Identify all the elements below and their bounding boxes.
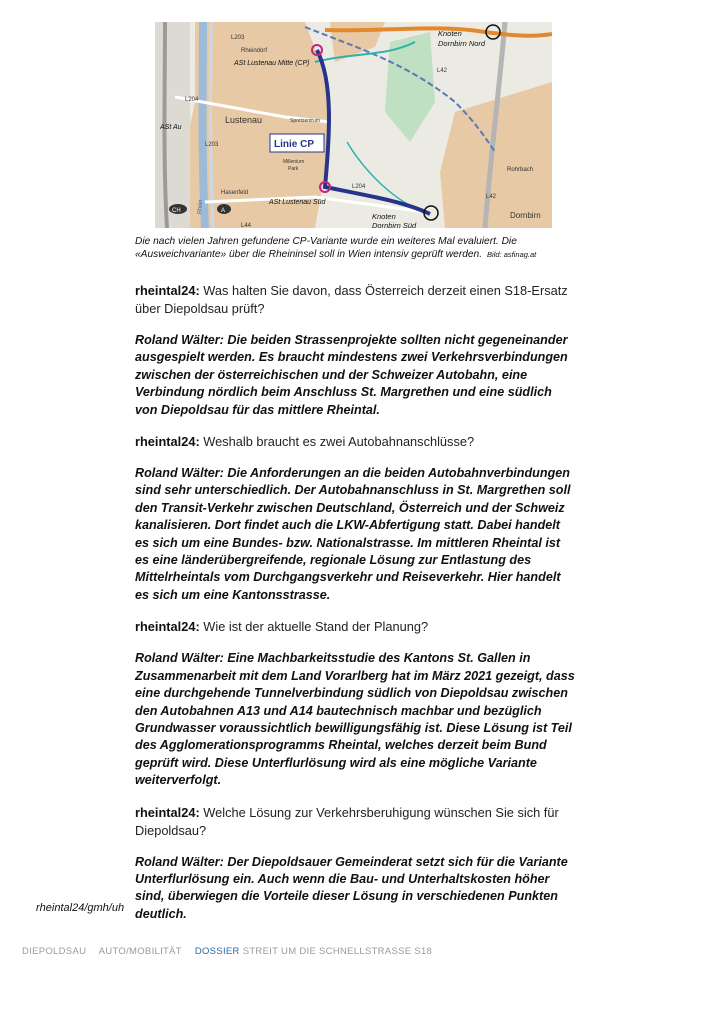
question-2: [135, 433, 575, 451]
map-label-knoten-sued: Knoten: [372, 212, 396, 221]
author-signature: rheintal24/gmh/uh: [36, 902, 125, 914]
map-label-sportzentrum: Sportzentrum: [290, 118, 321, 124]
map-label-l203b: L203: [205, 142, 219, 148]
interviewer-label: rheintal24:: [135, 804, 200, 820]
answer-3: Roland Wälter: Eine Machbarkeitsstudie des Kantons St. Gallen in Zusammenarbeit mit dem Land Vorarlberg hat im März 2021 gezeigt, dass eine durchgehende Tunnelverbindung südlich von Diepoldsau zwischen den Autobahnen A13 und A14 bautechnisch machbar und bezüglich Grundwasser voraussichtlich bewilligungsfähig ist. Diese Lösung ist Teil des Agglomerationsprogramms Rheintal, welches derzeit beim Bund geprüft wird. Diese Unterflurlösung wird als eine mögliche Variante weiterverfolgt.: [135, 651, 575, 788]
map-label-rohrbach: Rohrbach: [507, 167, 534, 173]
map-label-ast-mitte: ASt Lustenau Mitte (CP): [234, 60, 310, 67]
answer-4: Roland Wälter: Der Diepoldsauer Gemeinderat setzt sich für die Variante Unterflurlösung ein. Auch wenn die Bau- und Unterhaltskosten höher sind, überwiegen die Vorteile dieser Lösung in verschiedenen Punkten deutlich.: [135, 854, 568, 921]
tag-bar: [22, 946, 442, 957]
caption-text: Die nach vielen Jahren gefundene CP-Variante wurde ein weiteres Mal evaluiert. Die «Ausweichvariante» über die Rheininsel soll in Wien intensiv geprüft werden.: [135, 236, 517, 260]
answer-2: Roland Wälter: Die Anforderungen an die beiden Autobahnverbindungen sind sehr unterschiedlich. Der Autobahnanschluss in St. Margrethen soll den Transit-Verkehr zwischen Deutschland, Österreich und der Schweiz kanalisieren. Dort findet auch die LKW-Abfertigung statt. Dabei handelt es sich um eine Bundes- bzw. Nationalstrasse. Im mittleren Rheintal ist es eine länderübergreifende, regionale Lösung zur Entlastung des Mittelrheintals vom Durchgangsverkehr und Reiseverkehr. Hier handelt es sich um eine Kantonsstrasse.: [135, 466, 571, 602]
map-label-ast-au: ASt Au: [160, 124, 182, 131]
map-label-ch: CH: [172, 208, 181, 214]
question-1: [135, 282, 575, 318]
tag-auto-mobilitaet[interactable]: AUTO/MOBILITÄT: [98, 946, 182, 957]
tag-dossier-title[interactable]: STREIT UM DIE SCHNELLSTRASSE S18: [242, 946, 433, 957]
question-3: [135, 618, 575, 636]
map-label-l204b: L204: [352, 184, 366, 190]
map-label-park: Park: [288, 166, 299, 172]
map-label-knoten-nord: Knoten: [438, 29, 462, 38]
map-label-ast-sued: ASt Lustenau Süd: [269, 199, 326, 206]
question-text: Was halten Sie davon, dass Österreich derzeit einen S18-Ersatz über Diepoldsau prüft?: [135, 283, 568, 316]
question-text: Welche Lösung zur Verkehrsberuhigung wünschen Sie sich für Diepoldsau?: [135, 804, 559, 838]
map-label-lustenau: Lustenau: [225, 115, 263, 125]
interview-body: [135, 282, 575, 937]
map-label-l42b: L42: [486, 194, 497, 200]
question-4: [135, 804, 575, 840]
map-label-linie-cp: Linie CP: [274, 139, 315, 150]
map-label-l204: L204: [185, 97, 199, 103]
interviewer-label: rheintal24:: [135, 434, 200, 450]
map-label-rhein: Rhein: [196, 199, 205, 215]
tag-dossier-label[interactable]: DOSSIER: [194, 946, 240, 957]
map-label-l44: L44: [241, 223, 252, 228]
map-label-dornbirn: Dornbirn: [510, 211, 541, 220]
map-label-millenium: Millenium: [283, 159, 305, 165]
map-label-knoten-sued-2: Dornbirn Süd: [372, 221, 417, 228]
map-label-knoten-nord-2: Dornbirn Nord: [438, 39, 486, 48]
question-text: Weshalb braucht es zwei Autobahnanschlüsse?: [203, 434, 475, 450]
image-caption: [135, 236, 575, 261]
interviewer-label: rheintal24:: [135, 283, 200, 298]
answer-1: Roland Wälter: Die beiden Strassenprojekte sollten nicht gegeneinander ausgespielt werden. Es braucht mindestens zwei Verkehrsverbindungen zwischen der österreichischen und der Schweizer Autobahn, eine Verbindung nördlich beim Anschluss St. Margrethen und eine südlich von Diepoldsau für das mittlere Rheintal.: [135, 333, 568, 417]
tag-diepoldsau[interactable]: DIEPOLDSAU: [22, 946, 87, 957]
map-label-rheindorf: Rheindorf: [241, 48, 268, 54]
map-label-hasenfeld: Hasenfeld: [221, 190, 249, 196]
route-map: [155, 22, 552, 228]
map-label-a: A: [221, 208, 226, 214]
caption-credit: Bild: asfinag.at: [487, 249, 537, 259]
question-text: Wie ist der aktuelle Stand der Planung?: [203, 619, 429, 635]
map-label-l203: L203: [231, 35, 245, 41]
interviewer-label: rheintal24:: [135, 619, 200, 635]
map-label-l42: L42: [437, 68, 448, 74]
